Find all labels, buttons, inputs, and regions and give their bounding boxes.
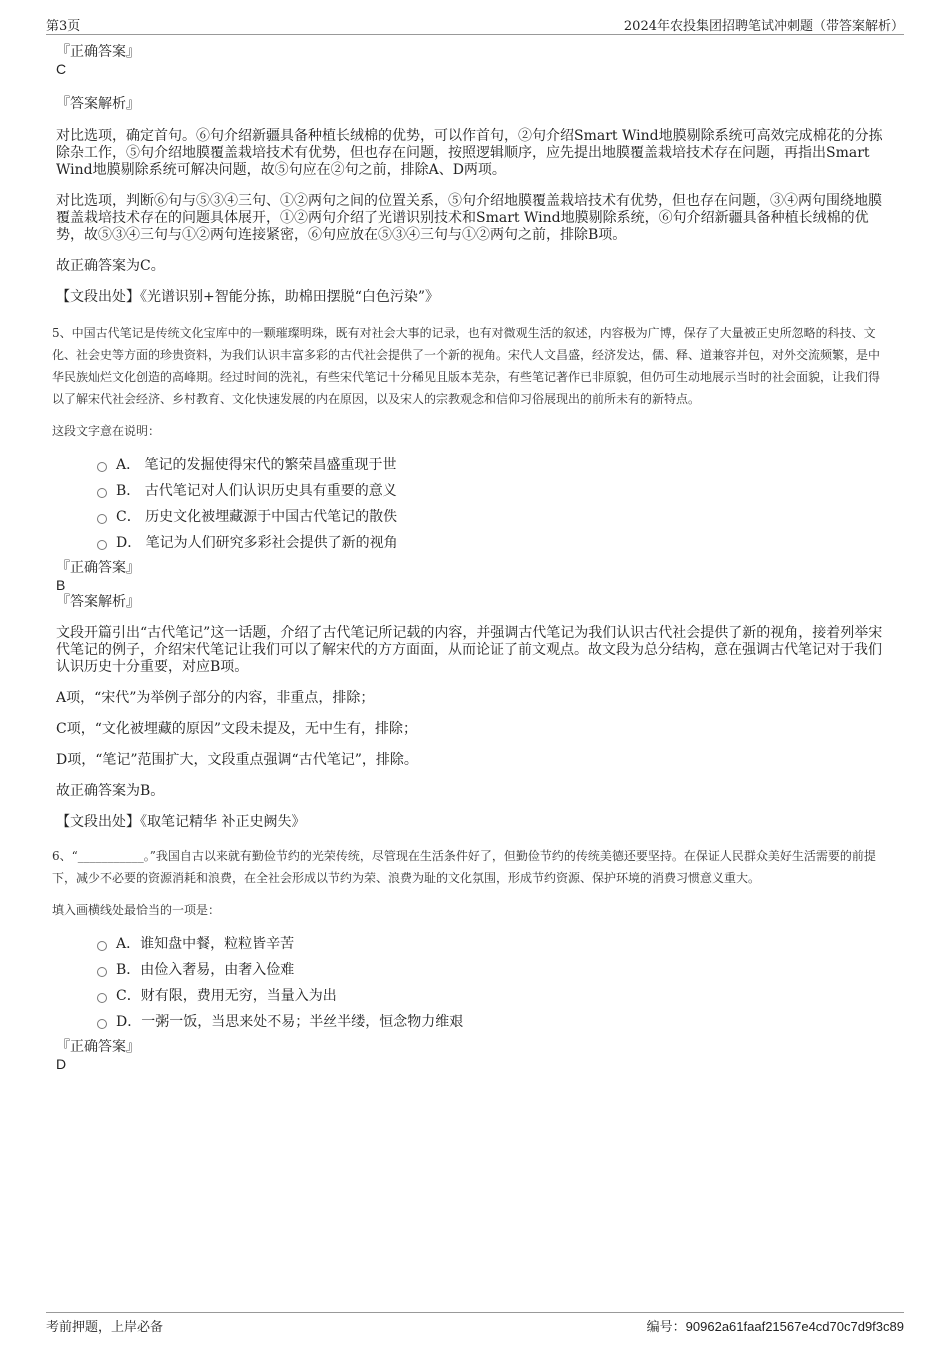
source-citation: 【文段出处】《取笔记精华 补正史阙失》 (56, 814, 306, 830)
radio-icon[interactable] (97, 540, 107, 550)
question-prompt: 这段文字意在说明： (52, 424, 161, 438)
page-header (46, 12, 904, 35)
question-stem: 6、“___________。”我国自古以来就有勤俭节约的光荣传统，尽管现在生活条件好了，但勤俭节约的传统美德还要坚持。在保证人民群众美好生活需要的前提下，减少不必要的资源消耗和浪费，在全社会形成以节约为荣、浪费为耻的文化氛围，形成节约资源、保护环境的消费习惯意义重大。 (52, 849, 876, 885)
radio-icon[interactable] (97, 1019, 107, 1029)
analysis-paragraph: 文段开篇引出“古代笔记”这一话题，介绍了古代笔记所记载的内容，并强调古代笔记为我们认识古代社会提供了新的视角，接着列举宋代笔记的例子，介绍宋代笔记让我们可以了解宋代的方方面面，从而论证了前文观点。故文段为总分结构，意在强调古代笔记对于我们认识历史十分重要，对应B项。 (56, 625, 883, 675)
option-c[interactable]: C． 历史文化被埋藏源于中国古代笔记的散佚 (97, 504, 884, 530)
question-stem: 5、中国古代笔记是传统文化宝库中的一颗璀璨明珠，既有对社会大事的记录，也有对微观生活的叙述，内容极为广博，保存了大量被正史所忽略的科技、文化、社会史等方面的珍贵资料，为我们认识丰富多彩的古代社会提供了一个新的视角。宋代人文昌盛，经济发达，儒、释、道兼容并包，对外交流频繁，是中华民族灿烂文化创造的高峰期。经过时间的洗礼，有些宋代笔记十分稀见且版本芜杂，有些笔记著作已非原貌，但仍可生动地展示当时的社会面貌，让我们得以了解宋代社会经济、乡村教育、文化快速发展的内在原因，以及宋人的宗教观念和信仰习俗展现出的前所未有的新特点。 (52, 326, 881, 406)
answer-label: 『正确答案』 (56, 1039, 140, 1055)
analysis-label: 『答案解析』 (56, 594, 140, 610)
page-number: 第3页 (46, 19, 81, 34)
question-prompt: 填入画横线处最恰当的一项是： (52, 903, 221, 917)
analysis-conclusion: 故正确答案为C。 (56, 258, 165, 274)
radio-icon[interactable] (97, 514, 107, 524)
radio-icon[interactable] (97, 462, 107, 472)
radio-icon[interactable] (97, 941, 107, 951)
option-list (56, 931, 884, 1035)
document-title: 2024年农投集团招聘笔试冲刺题（带答案解析） (623, 19, 904, 34)
radio-icon[interactable] (97, 967, 107, 977)
option-b[interactable]: B．由俭入奢易，由奢入俭难 (97, 957, 884, 983)
answer-label: 『正确答案』 (56, 560, 140, 576)
option-d[interactable]: D．一粥一饭，当思来处不易；半丝半缕，恒念物力维艰 (97, 1009, 884, 1035)
radio-icon[interactable] (97, 993, 107, 1003)
source-citation: 【文段出处】《光谱识别+智能分拣，助棉田摆脱“白色污染”》 (56, 289, 440, 305)
option-b[interactable]: B． 古代笔记对人们认识历史具有重要的意义 (97, 478, 884, 504)
analysis-paragraph: A项，“宋代”为举例子部分的内容，非重点，排除； (56, 690, 375, 706)
option-a[interactable]: A． 笔记的发掘使得宋代的繁荣昌盛重现于世 (97, 452, 884, 478)
analysis-conclusion: 故正确答案为B。 (56, 783, 165, 799)
document-body (52, 44, 884, 1073)
analysis-label: 『答案解析』 (56, 96, 140, 112)
answer-value: C (56, 61, 67, 77)
footer-slogan: 考前押题，上岸必备 (46, 1320, 164, 1335)
option-c[interactable]: C．财有限，费用无穷，当量入为出 (97, 983, 884, 1009)
analysis-paragraph: D项，“笔记”范围扩大，文段重点强调“古代笔记”，排除。 (56, 752, 418, 768)
answer-label: 『正确答案』 (56, 44, 140, 60)
document-id: 编号：90962a61faaf21567e4cd70c7d9f3c89 (646, 1319, 904, 1334)
radio-icon[interactable] (97, 488, 107, 498)
page-footer (46, 1312, 904, 1337)
analysis-paragraph: 对比选项，判断⑥句与⑤③④三句、①②两句之间的位置关系，⑤句介绍地膜覆盖栽培技术有优势，但也存在问题，③④两句围绕地膜覆盖栽培技术存在的问题具体展开，①②两句介绍了光谱识别技术和Smart Wind地膜剔除系统，⑥句介绍新疆具备种植长绒棉的优势，故⑤③④三句与①②两句连接紧密，⑥句应放在⑤③④三句与①②两句之前，排除B项。 (56, 193, 882, 243)
answer-value: B (56, 577, 66, 593)
option-a[interactable]: A．谁知盘中餐，粒粒皆辛苦 (97, 931, 884, 957)
option-list (56, 452, 884, 556)
analysis-paragraph: 对比选项，确定首句。⑥句介绍新疆具备种植长绒棉的优势，可以作首句，②句介绍Smart Wind地膜剔除系统可高效完成棉花的分拣除杂工作，⑤句介绍地膜覆盖栽培技术有优势，但也存在问题，按照逻辑顺序，应先提出地膜覆盖栽培技术存在问题，再指出Smart Wind地膜剔除系统可解决问题，故⑤句应在②句之前，排除A、D两项。 (56, 128, 883, 178)
answer-value: D (56, 1056, 67, 1072)
option-d[interactable]: D． 笔记为人们研究多彩社会提供了新的视角 (97, 530, 884, 556)
analysis-paragraph: C项，“文化被埋藏的原因”文段未提及，无中生有，排除； (56, 721, 418, 737)
